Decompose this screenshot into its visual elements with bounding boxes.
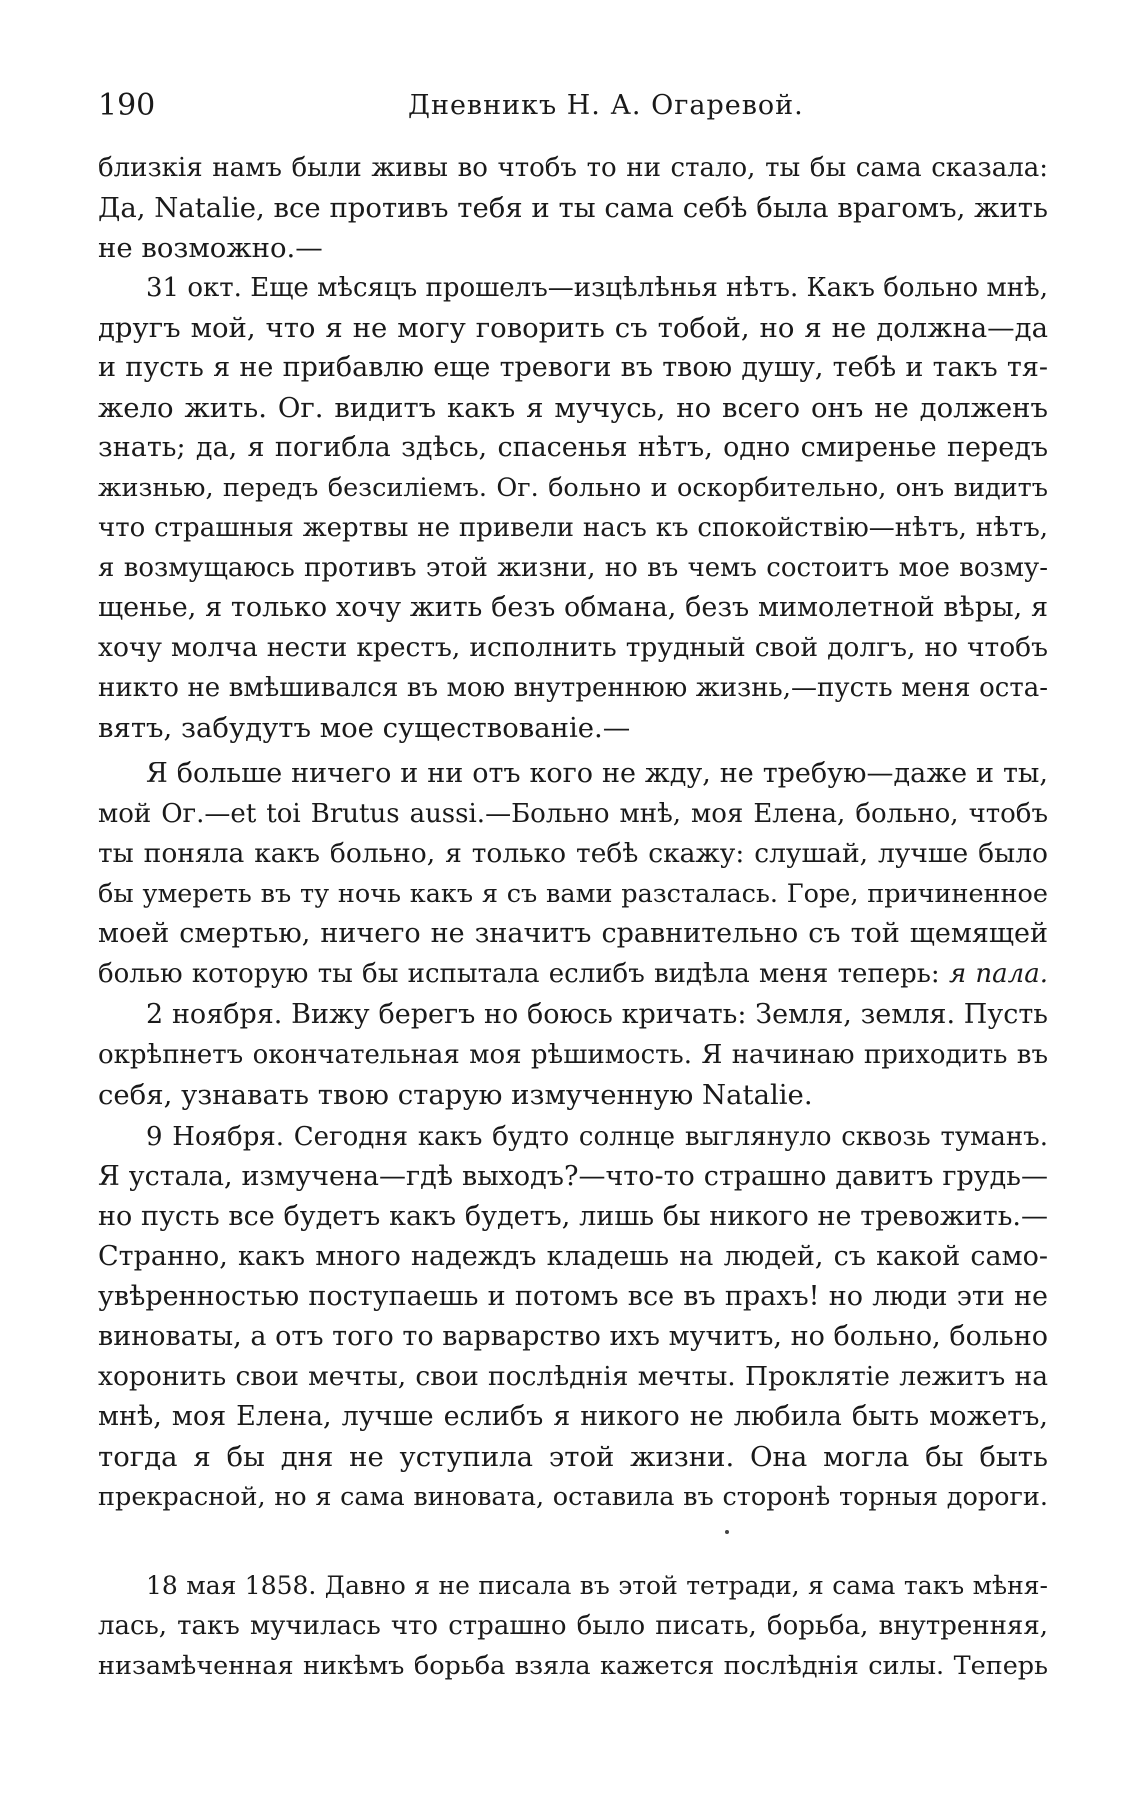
text-line: 18 мая 1858. Давно я не писала въ этой тетради, я сама такъ мѣня-	[146, 1571, 1048, 1600]
paragraph-continuation	[98, 148, 1048, 268]
text-line: Да, Natalie, все противъ тебя и ты сама себѣ была врагомъ, жить	[98, 192, 1048, 224]
text-line: мой Ог.—et toi Brutus aussi.—Больно мнѣ, моя Елена, больно, чтобъ	[98, 799, 1048, 829]
text-line-part: болью которую ты бы испытала еслибъ видѣла меня теперь:	[98, 959, 949, 989]
text-line: хоронить свои мечты, свои послѣднія мечты. Проклятіе лежитъ на	[98, 1361, 1048, 1392]
text-line: Я устала, измучена—гдѣ выходъ?—что-то страшно давитъ грудь—	[98, 1161, 1048, 1192]
text-line: не возможно.—	[98, 232, 323, 264]
text-line: моей смертью, ничего не значитъ сравнительно съ той щемящей	[98, 918, 1048, 949]
text-line: никто не вмѣшивался въ мою внутреннюю жизнь,—пусть меня оста-	[98, 673, 1048, 703]
text-line: что страшныя жертвы не привели насъ къ спокойствію—нѣтъ, нѣтъ,	[98, 513, 1048, 543]
paragraph-9-nov	[98, 1117, 1048, 1517]
text-line: лась, такъ мучилась что страшно было писать, борьба, внутренняя,	[98, 1611, 1048, 1641]
text-line	[98, 954, 1048, 994]
text-line: мнѣ, моя Елена, лучше еслибъ я никого не любила быть можетъ,	[98, 1401, 1048, 1432]
text-line: Странно, какъ много надеждъ кладешь на людей, съ какой само-	[98, 1241, 1048, 1272]
page-number: 190	[98, 88, 156, 123]
page-header	[98, 82, 1048, 130]
text-line: увѣренностью поступаешь и потомъ все въ прахъ! но люди эти не	[98, 1281, 1048, 1312]
text-line: прекрасной, но я сама виновата, оставила въ сторонѣ торныя дороги.	[98, 1482, 1048, 1512]
print-speck	[725, 1530, 729, 1534]
text-line: я возмущаюсь противъ этой жизни, но въ чемъ состоитъ мое возму-	[98, 553, 1048, 583]
text-line: тогда я бы дня не уступила этой жизни. Она могла бы быть	[98, 1441, 1048, 1473]
text-line: себя, узнавать твою старую измученную Natalie.	[98, 1079, 813, 1111]
text-line: знать; да, я погибла здѣсь, спасенья нѣтъ, одно смиренье передъ	[98, 432, 1048, 463]
text-line: виноваты, а отъ того то варварство ихъ мучитъ, но больно, больно	[98, 1321, 1048, 1352]
text-line: низамѣченная никѣмъ борьба взяла кажется послѣднія силы. Теперь	[98, 1651, 1048, 1681]
text-line: вятъ, забудутъ мое существованіе.—	[98, 712, 631, 744]
text-line: близкія намъ были живы во чтобъ то ни стало, ты бы сама сказала:	[98, 153, 1048, 183]
text-line: щенье, я только хочу жить безъ обмана, безъ мимолетной вѣры, я	[98, 592, 1048, 623]
text-line: окрѣпнетъ окончательная моя рѣшимость. Я начинаю приходить въ	[98, 1040, 1048, 1070]
text-line: и пусть я не прибавлю еще тревоги въ твою душу, тебѣ и такъ тя-	[98, 352, 1048, 383]
text-line: ты поняла какъ больно, я только тебѣ скажу: слушай, лучше было	[98, 838, 1048, 869]
text-line: но пусть все будетъ какъ будетъ, лишь бы никого не тревожить.—	[98, 1201, 1048, 1232]
paragraph-31-oct	[98, 268, 1048, 748]
text-line: хочу молча нести крестъ, исполнить трудный свой долгъ, но чтобъ	[98, 632, 1048, 663]
text-line: Я больше ничего и ни отъ кого не жду, не требую—даже и ты,	[146, 758, 1048, 789]
paragraph-2-nov	[98, 995, 1048, 1115]
text-line: 31 окт. Еще мѣсяцъ прошелъ—изцѣлѣнья нѣтъ. Какъ больно мнѣ,	[146, 273, 1048, 303]
running-title: Дневникъ Н. А. Огаревой.	[408, 90, 804, 121]
text-line: бы умереть въ ту ночь какъ я съ вами разсталась. Горе, причиненное	[98, 879, 1048, 909]
paragraph-ya-bolshe	[98, 754, 1048, 994]
text-line: жизнью, передъ безсиліемъ. Ог. больно и оскорбительно, онъ видитъ	[98, 473, 1048, 503]
text-line: 2 ноября. Вижу берегъ но боюсь кричать: Земля, земля. Пусть	[146, 999, 1048, 1030]
text-line: жело жить. Ог. видитъ какъ я мучусь, но всего онъ не долженъ	[98, 392, 1048, 424]
italic-phrase: я пала.	[948, 959, 1048, 989]
text-line: другъ мой, что я не могу говорить съ тобой, но я не должна—да	[98, 312, 1048, 344]
paragraph-18-may-1858	[98, 1566, 1048, 1686]
text-line: 9 Ноября. Сегодня какъ будто солнце выглянуло сквозь туманъ.	[146, 1122, 1048, 1152]
